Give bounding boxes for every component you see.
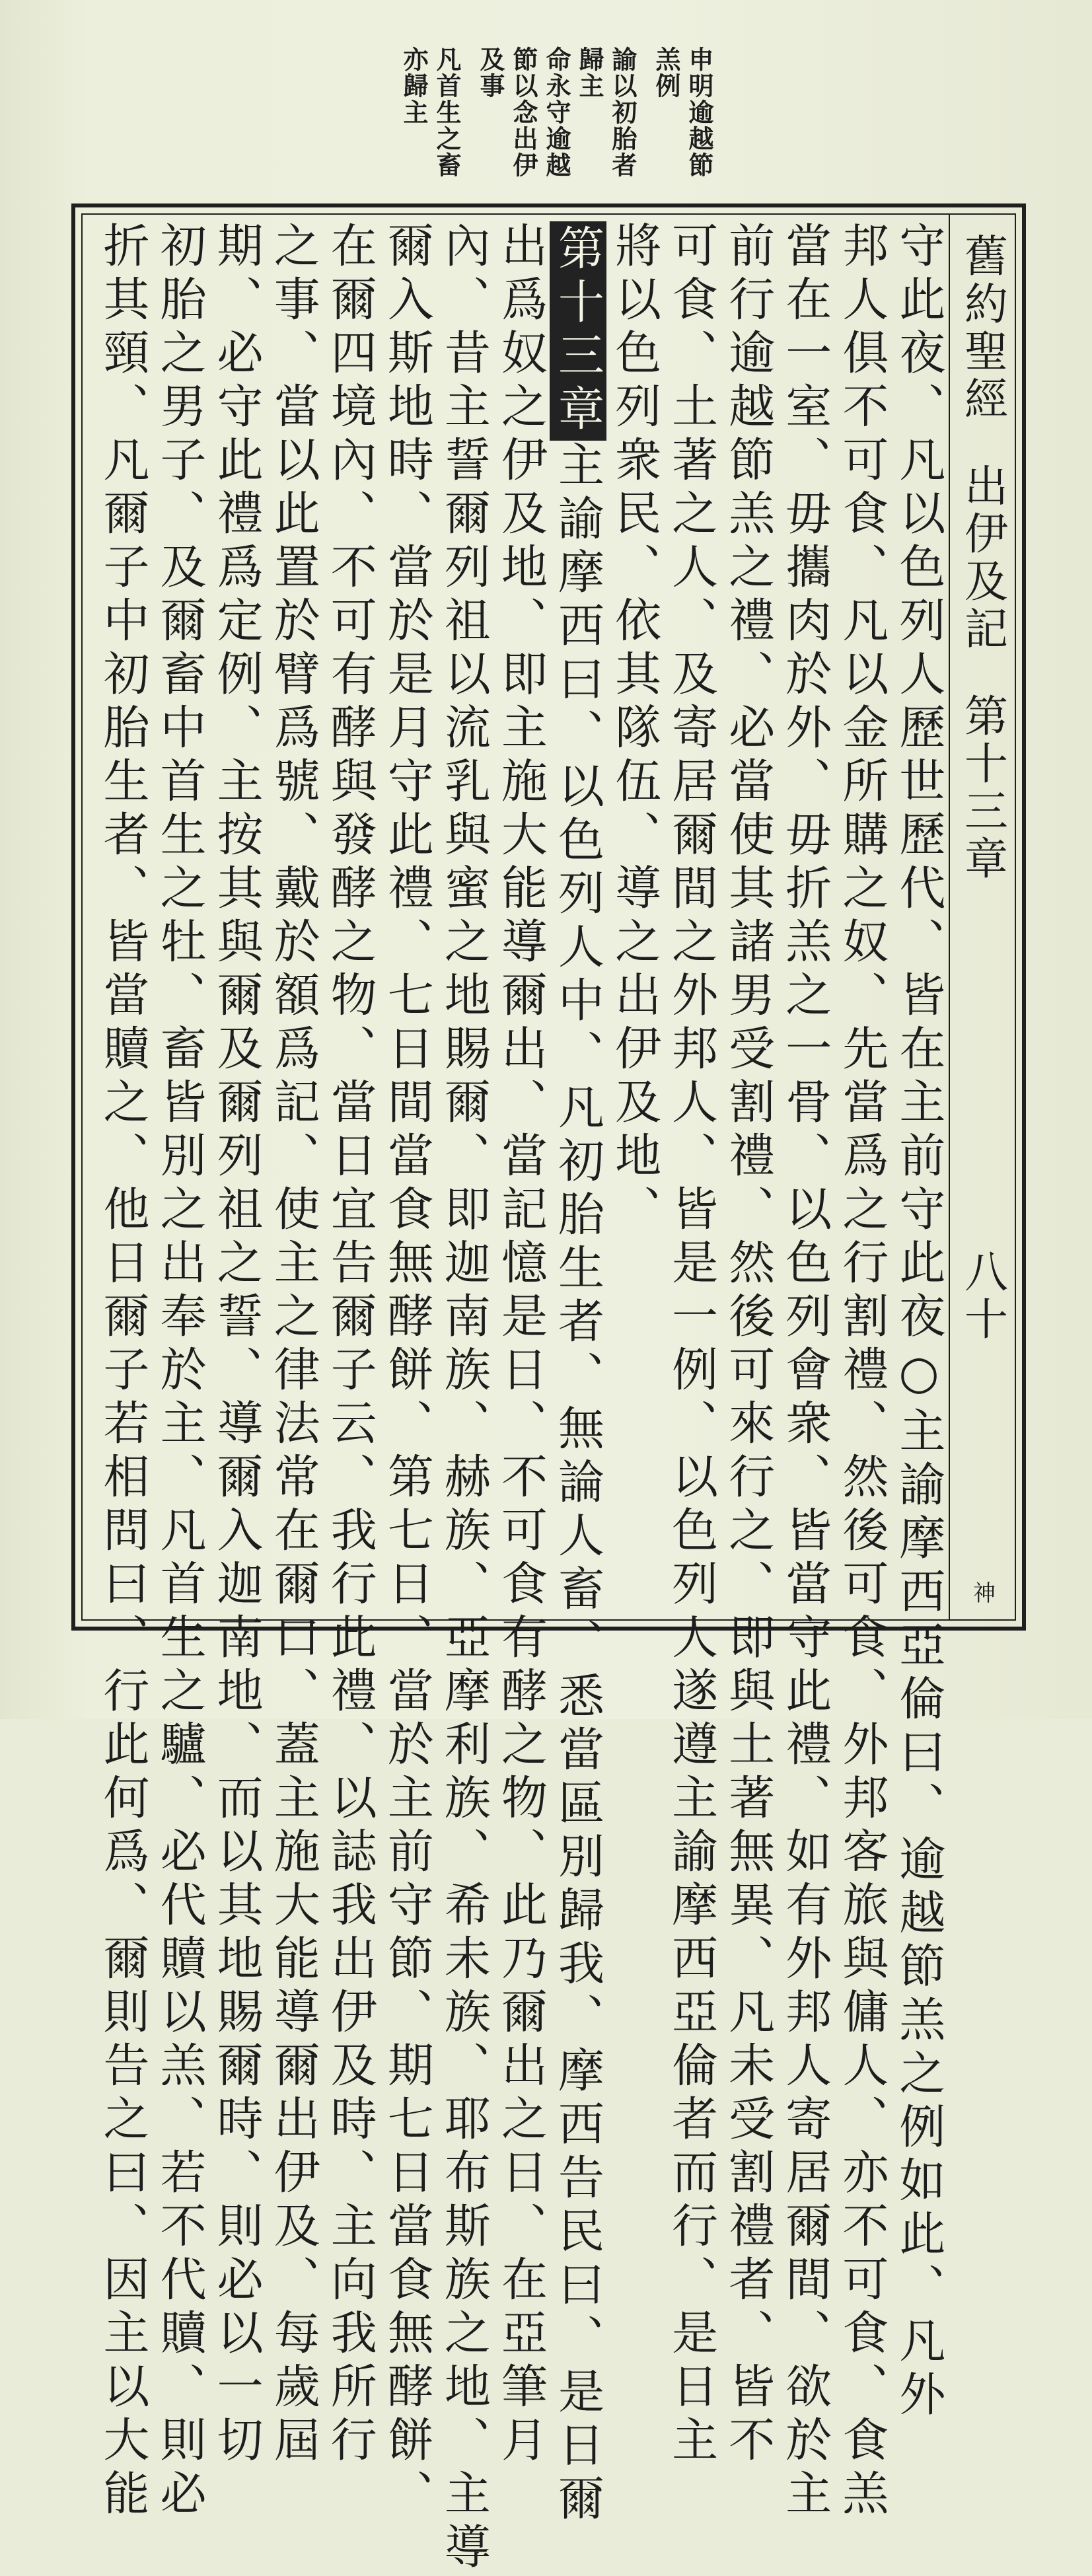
margin-note-2 <box>476 46 637 198</box>
text-column: 當在一室、毋攜肉於外、毋折羔之一骨、以色列會衆、皆當守此禮、如有外邦人寄居爾間、欲於主 <box>778 221 832 2522</box>
chapter-marker: 第十三章 <box>550 221 606 441</box>
text-column: 可食、土著之人、及寄居爾間之外邦人、皆是一例、以色列人遂遵主諭摩西亞倫者而行、是日主 <box>664 221 719 2469</box>
chapter-title: 第十三章 <box>957 693 1008 883</box>
text-column: 前行逾越節羔之禮、必當使其諸男受割禮、然後可來行之、即與土著無異、凡未受割禮者、皆不 <box>721 221 776 2469</box>
body-text <box>96 221 946 2576</box>
text-column: 初胎之男子、及爾畜中首生之牡、畜皆別之出奉於主、凡首生之驢、必代贖以羔、若不代贖、則必 <box>153 221 207 2522</box>
text-column: 守此夜、凡以色列人歷世歷代、皆在主前守此夜○主諭摩西亞倫曰、逾越節羔之例如此、凡外 <box>891 221 946 2423</box>
text-column: 期、必守此禮爲定例、主按其與爾及爾列祖之誓、導爾入迦南地、而以其地賜爾時、則必以一切 <box>209 221 264 2469</box>
text-column: 邦人俱不可食、凡以金所購之奴、先當爲之行割禮、然後可食、外邦客旅與傭人、亦不可食、食羔 <box>834 221 889 2522</box>
note-line: 諭以初胎者 <box>608 46 637 178</box>
margin-note-1 <box>651 46 713 198</box>
note-line: 申明逾越節 <box>684 46 714 178</box>
text-column: 折其頸、凡爾子中初胎生者、皆當贖之、他日爾子若相問曰、行此何爲、爾則告之曰、因主以大能 <box>96 221 150 2522</box>
book-name: 出伊及記 <box>957 463 1008 653</box>
note-line: 及事 <box>476 46 505 99</box>
text-column-rest: 主諭摩西曰、以色列人中、凡初胎生者、無論人畜、悉當區別歸我、摩西告民曰、是日爾 <box>550 441 605 2528</box>
note-line: 羔例 <box>651 46 681 99</box>
text-column: 在爾四境內、不可有酵與發酵之物、當日宜告爾子云、我行此禮、以誌我出伊及時、主向我所行 <box>323 221 378 2469</box>
page-mark: 神 <box>968 1581 996 1603</box>
text-frame <box>71 203 1026 2576</box>
text-column: 將以色列衆民、依其隊伍、導之出伊及地、 <box>607 221 662 1238</box>
note-line: 歸主 <box>575 46 604 99</box>
text-column: 爾入斯地時、當於是月守此禮、七日間當食無酵餅、第七日、當於主前守節、期七日當食無酵餅、 <box>380 221 435 2522</box>
note-line: 亦歸主 <box>399 46 429 126</box>
margin-note-3 <box>399 46 461 198</box>
book-title: 舊約聖經 <box>957 233 1008 423</box>
note-line: 命永守逾越 <box>542 46 571 178</box>
text-column: 內、昔主誓爾列祖以流乳與蜜之地賜爾、即迦南族、赫族、亞摩利族、希未族、耶布斯族之地、主導 <box>437 221 491 2576</box>
note-line: 節以念出伊 <box>509 46 538 178</box>
text-column: 之事、當以此置於臂爲號、戴於額爲記、使主之律法常在爾口、蓋主施大能導爾出伊及、每歲屆 <box>266 221 321 2469</box>
note-line: 凡首生之畜 <box>432 46 462 178</box>
text-column-chapter-start <box>550 221 605 2528</box>
running-header <box>949 215 1015 1619</box>
text-column: 出爲奴之伊及地、即主施大能導爾出、當記憶是日、不可食有酵之物、此乃爾出之日、在亞筆月 <box>493 221 548 2469</box>
text-frame-inner <box>81 213 1016 2576</box>
margin-notes <box>185 46 713 198</box>
page-number: 八十 <box>957 1249 1008 1344</box>
